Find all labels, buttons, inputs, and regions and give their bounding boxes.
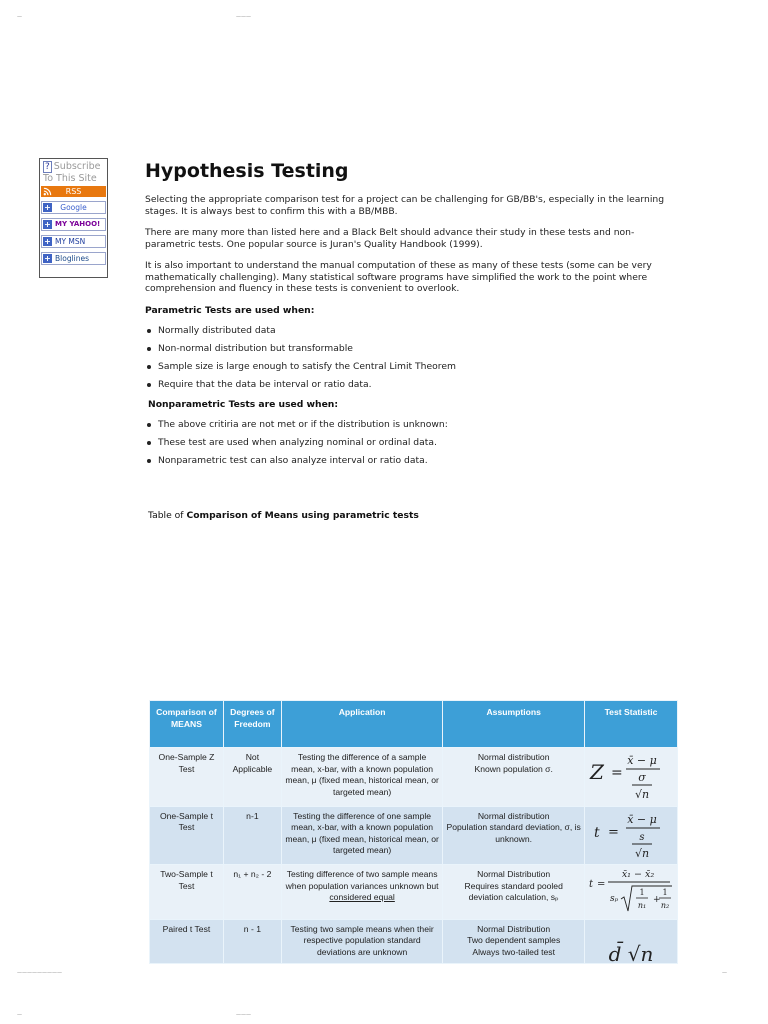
parametric-heading: Parametric Tests are used when: (145, 305, 315, 316)
assumption-line: Normal distribution (477, 810, 550, 821)
application-cell: Testing the difference of one sample mean, x-bar, with a known population mean, μ (fixed mean, historical mean, or targeted mean) (281, 806, 443, 865)
application-text: Testing difference of two sample means when population variances unknown but (285, 869, 439, 891)
assumption-line: Population standard deviation, σ, is unknown. (446, 822, 581, 844)
comparison-table (149, 700, 678, 964)
bottom-left-mark-2: — (17, 1012, 22, 1018)
parametric-list (145, 325, 456, 397)
assumption-line: Normal Distribution (477, 869, 551, 879)
application-cell: Testing two sample means when their respective population standard deviations are unknown (281, 919, 443, 963)
yahoo-subscribe-button[interactable] (41, 218, 106, 231)
formula-lhs: Z (589, 760, 604, 784)
table-row (150, 748, 678, 807)
list-item: Non-normal distribution but transformable (145, 343, 456, 361)
formula-cell (584, 865, 677, 920)
bottom-left-mark: ————————— (17, 970, 62, 976)
dof-cell: n-1 (223, 806, 281, 865)
dof-cell: Not Applicable (223, 748, 281, 807)
google-label: Google (60, 203, 87, 212)
svg-text:=: = (596, 879, 606, 890)
paired-t-formula: d̄ √n (608, 942, 654, 966)
assumptions-cell (443, 748, 585, 807)
column-header: Degrees of Freedom (223, 701, 281, 748)
msn-label: MY MSN (55, 237, 86, 246)
formula-sp: sₚ (609, 894, 619, 904)
svg-text:1: 1 (639, 888, 645, 897)
plus-icon: + (44, 203, 51, 212)
list-item: The above critiria are not met or if the distribution is unknown: (145, 419, 448, 437)
nonparametric-heading: Nonparametric Tests are used when: (148, 399, 339, 410)
formula-lhs: t (588, 879, 594, 890)
computation-paragraph: It is also important to understand the manual computation of these as many of these tests (some can be very mathematically challenging). Many statistical software programs have simplified the work to the point where comprehension and fluency in these tests is convenient to overlook. (145, 260, 652, 294)
assumption-line: Always two-tailed test (472, 946, 555, 957)
svg-text:1: 1 (662, 888, 668, 897)
svg-text:n₁: n₁ (637, 901, 647, 910)
assumption-line: Normal distribution (477, 752, 550, 762)
dof-cell: n₁ + n₂ - 2 (223, 865, 281, 920)
bottom-center-mark: ——— (236, 1012, 251, 1018)
subscribe-heading-text: Subscribe To This Site (43, 161, 101, 184)
column-header: Assumptions (443, 701, 585, 748)
formula-denominator-bottom: √n (634, 788, 650, 801)
table-header-row (150, 701, 678, 748)
formula-numerator: x̄ − μ (627, 754, 657, 767)
formula-lhs: t (593, 824, 600, 841)
assumptions-cell (443, 919, 585, 963)
table-row (150, 919, 678, 963)
formula-numerator: x̄ − μ (627, 812, 657, 826)
comparison-cell: Two-Sample t Test (150, 865, 224, 920)
considered-equal-link[interactable]: considered equal (329, 892, 395, 902)
comparison-cell: One-Sample Z Test (150, 748, 224, 807)
plus-icon: + (44, 254, 51, 263)
t-statistic-formula (586, 807, 676, 861)
top-left-mark: — (17, 14, 22, 20)
list-item: These test are used when analyzing nominal or ordinal data. (145, 437, 448, 455)
rss-icon (43, 187, 52, 196)
list-item: Sample size is large enough to satisfy the Central Limit Theorem (145, 361, 456, 379)
page-title: Hypothesis Testing (145, 160, 349, 182)
svg-text:=: = (610, 765, 623, 781)
table-caption-prefix: Table of (148, 510, 187, 521)
dof-cell: n - 1 (223, 919, 281, 963)
table-caption (148, 510, 419, 521)
table-caption-title: Comparison of Means using parametric tests (186, 510, 419, 521)
nonparametric-list (145, 419, 448, 473)
svg-text:+: + (652, 895, 661, 905)
intro-paragraph: Selecting the appropriate comparison test for a project can be challenging for GB/BB's, especially in the learning stages. It is always best to confirm this with a BB/MBB. (145, 194, 665, 217)
formula-cell (584, 748, 677, 807)
comparison-cell: Paired t Test (150, 919, 224, 963)
svg-text:=: = (607, 824, 619, 840)
assumption-line: Normal Distribution (477, 923, 551, 934)
application-cell (281, 865, 443, 920)
plus-icon: + (44, 237, 51, 246)
top-center-mark: ——— (236, 14, 251, 20)
assumption-line: Two dependent samples (467, 935, 561, 945)
formula-numerator: x̄₁ − x̄₂ (621, 869, 655, 880)
assumption-line: Requires standard pooled deviation calculation, sₚ (464, 880, 563, 902)
formula-denominator-bottom: √n (634, 846, 650, 860)
formula-cell (584, 919, 677, 966)
list-item: Require that the data be interval or ratio data. (145, 379, 456, 397)
application-cell: Testing the difference of a sample mean, x-bar, with a known population mean, μ (fixed mean, historical mean, or targeted mean) (281, 748, 443, 807)
rss-button[interactable] (41, 186, 106, 197)
google-subscribe-button[interactable] (41, 201, 106, 214)
table-row (150, 806, 678, 865)
table-row (150, 865, 678, 920)
bottom-right-mark: — (722, 970, 727, 976)
msn-subscribe-button[interactable] (41, 235, 106, 248)
assumptions-cell (443, 865, 585, 920)
comparison-cell: One-Sample t Test (150, 806, 224, 865)
formula-denominator-top: σ (638, 771, 646, 784)
help-icon[interactable]: ? (45, 162, 50, 172)
list-item: Normally distributed data (145, 325, 456, 343)
z-statistic-formula (586, 748, 676, 802)
yahoo-label: MY YAHOO! (55, 220, 101, 228)
two-sample-t-formula (586, 865, 676, 915)
formula-denominator-top: s (639, 831, 645, 843)
assumption-line: Known population σ. (474, 763, 553, 774)
bloglines-label: Bloglines (55, 254, 90, 263)
assumptions-cell (443, 806, 585, 865)
svg-text:n₂: n₂ (660, 901, 670, 910)
plus-icon: + (44, 220, 51, 229)
rss-label: RSS (65, 187, 82, 196)
subscribe-widget (39, 158, 108, 278)
column-header: Application (281, 701, 443, 748)
column-header: Test Statistic (584, 701, 677, 748)
sources-paragraph: There are many more than listed here and a Black Belt should advance their study in these tests and non-parametric tests. One popular source is Juran's Quality Handbook (1999). (145, 227, 635, 250)
bloglines-subscribe-button[interactable] (41, 252, 106, 265)
subscribe-heading (40, 159, 107, 186)
formula-cell (584, 806, 677, 865)
list-item: Nonparametric test can also analyze interval or ratio data. (145, 455, 448, 473)
column-header: Comparison of MEANS (150, 701, 224, 748)
